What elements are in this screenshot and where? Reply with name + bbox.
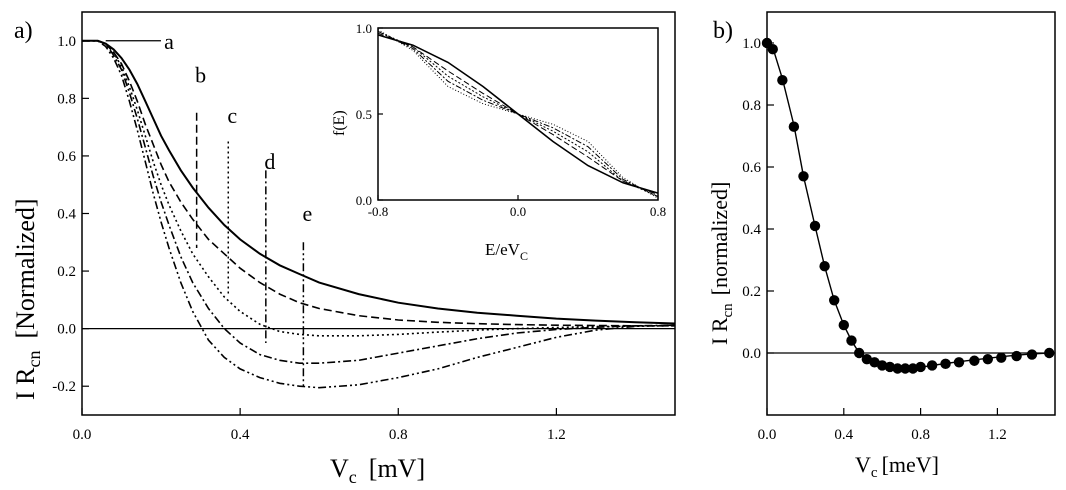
panel-b-ytick-label: 1.0 [742, 36, 761, 52]
panel-a-ytick-label: 0.2 [57, 264, 76, 281]
inset-xlabel-main: E/eV [485, 240, 520, 259]
data-point [1011, 351, 1021, 361]
inset-xtick-label: -0.8 [367, 204, 389, 219]
panel-a-xtick-label: 0.8 [388, 427, 408, 443]
inset-ylabel: f(E) [331, 110, 348, 136]
panel-a-xlabel [330, 454, 425, 487]
data-point [1027, 349, 1037, 359]
panel-a-ylabel-sub2: n [24, 350, 44, 360]
data-point [768, 44, 778, 54]
panel-a-ytick-label: 0.6 [57, 148, 76, 165]
data-point [983, 354, 993, 364]
panel-a-ylabel-main: I R [11, 367, 40, 400]
panel-b-ylabel-sub1: c [720, 310, 736, 318]
inset-ytick-label: 1.0 [355, 21, 372, 36]
panel-b-ticks [742, 36, 1007, 443]
panel-a-ytick-label: 0.8 [57, 91, 76, 108]
panel-a-xlabel-sub: c [348, 467, 357, 487]
panel-b-ytick-label: 0.0 [742, 346, 761, 362]
data-point [819, 261, 829, 271]
panel-a-ytick-label: 1.0 [57, 33, 76, 50]
panel-b-xlabel [855, 452, 939, 481]
panel-a-xlabel-main: V [330, 454, 349, 483]
data-point [839, 320, 849, 330]
panel-b-points [762, 38, 1055, 374]
panel-b-xtick-label: 0.8 [911, 427, 930, 443]
panel-a-ylabel-sub1: c [24, 359, 44, 368]
data-point [954, 357, 964, 367]
panel-b-ylabel-unit: [normalized] [707, 181, 732, 296]
inset-ytick-label: 0.0 [355, 193, 372, 208]
data-point [829, 295, 839, 305]
panel-b-xtick-label: 0.4 [834, 427, 854, 443]
panel-b-ylabel [707, 182, 736, 345]
panel-b-ylabel-sub2: n [720, 303, 736, 311]
data-point [798, 171, 808, 181]
panel-a [11, 12, 675, 487]
panel-a-ytick-label: -0.2 [52, 379, 76, 396]
panel-b-label: b) [713, 18, 733, 44]
series-c-label: c [227, 102, 238, 128]
panel-a-ylabel [11, 198, 44, 400]
panel-a-xtick-label: 0.4 [230, 427, 250, 443]
panel-b-ytick-label: 0.4 [742, 222, 761, 238]
panel-b-xlabel-main: V [855, 452, 871, 477]
data-point [789, 122, 799, 132]
panel-b [707, 12, 1055, 481]
data-point [810, 221, 820, 231]
series-e-label: e [302, 200, 313, 226]
fit-line [767, 43, 1049, 369]
data-point [1044, 348, 1054, 358]
series-a-label: a [164, 28, 174, 54]
inset-xtick-label: 0.8 [649, 204, 667, 219]
inset-xlabel-sub: C [519, 249, 528, 263]
data-point [996, 352, 1006, 362]
panel-a-xtick-label: 1.2 [547, 427, 566, 443]
data-point [969, 356, 979, 366]
panel-b-xtick-label: 1.2 [988, 427, 1007, 443]
panel-b-ylabel-main: I R [707, 317, 732, 345]
data-point [777, 75, 787, 85]
panel-b-xlabel-unit: [meV] [881, 452, 939, 477]
panel-b-ytick-label: 0.2 [742, 284, 761, 300]
panel-b-xtick-label: 0.0 [757, 427, 777, 443]
panel-a-label: a) [14, 18, 33, 44]
data-point [915, 362, 925, 372]
panel-b-fit [767, 43, 1049, 369]
panel-a-xtick-label: 0.0 [72, 427, 92, 443]
inset-ytick-label: 0.5 [355, 107, 372, 122]
panel-a-ylabel-unit: [Normalized] [11, 198, 40, 339]
series-d-label: d [264, 148, 276, 174]
inset [331, 21, 666, 263]
panel-a-xlabel-unit: [mV] [368, 454, 426, 483]
inset-xlabel [485, 240, 528, 263]
panel-a-ytick-label: 0.0 [57, 321, 76, 338]
inset-xtick-label: 0.0 [509, 204, 527, 219]
data-point [927, 360, 937, 370]
panel-b-xlabel-sub: c [870, 465, 878, 481]
series-b-label: b [195, 62, 207, 88]
data-point [846, 335, 856, 345]
panel-a-ytick-label: 0.4 [57, 206, 76, 223]
data-point [940, 359, 950, 369]
panel-b-ytick-label: 0.6 [742, 160, 761, 176]
panel-b-ytick-label: 0.8 [742, 98, 761, 114]
